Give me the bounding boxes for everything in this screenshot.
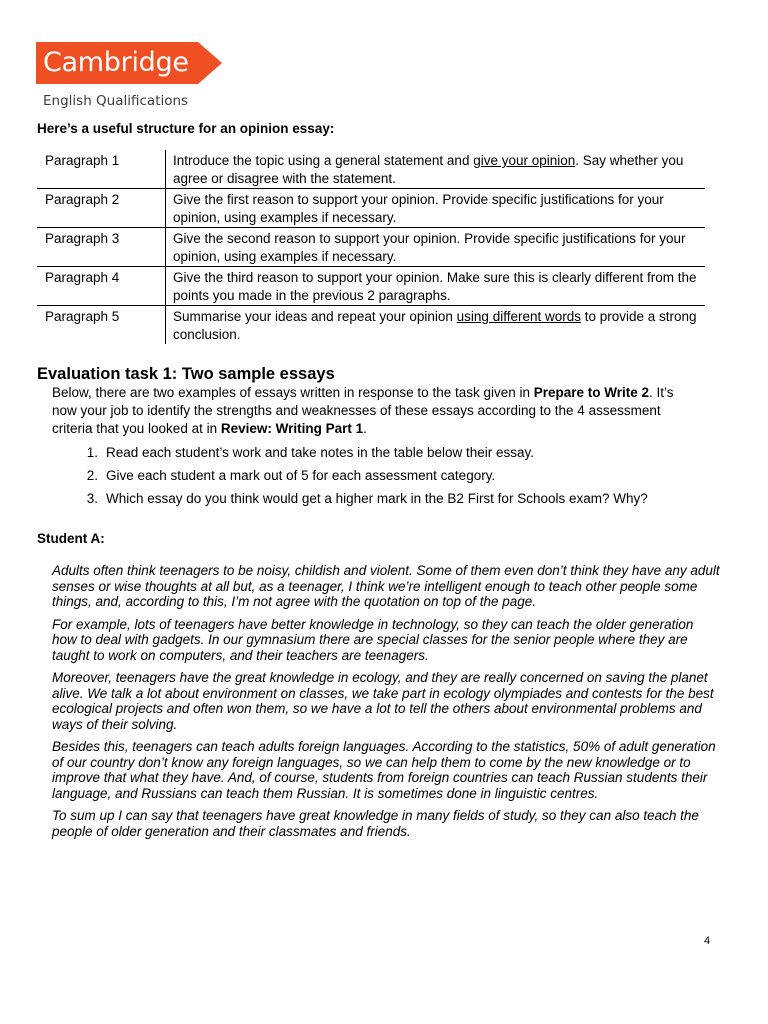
page-number: 4 [704,935,711,947]
task-number: 3. [86,491,98,506]
paragraph-label: Paragraph 4 [45,270,120,285]
task-text: Read each student’s work and take notes in the table below their essay. [106,445,535,460]
essay-paragraph: Moreover, teenagers have the great knowledge in ecology, and they are really concerned on saving the planet alive. We talk a lot about environment on classes, we take part in ecology olympiades and contests for the best ecological projects and often won them, so we have a lot to tell the others about environmental problems and ways of their solving. [52,670,714,732]
intro-text-1: Below, there are two examples of essays written in response to the task given in [52,385,534,400]
evaluation-title: Evaluation task 1: Two sample essays [37,365,335,383]
essay-paragraph: Besides this, teenagers can teach adults foreign languages. According to the statistics, 50% of adult generation of our country don’t know any foreign languages, so we can help them to come by the new knowledge or to improve that what they have. And, of course, students from foreign countries can teach Russian students their language, and Russians can teach them Russian. It is sometimes done in linguistic centres. [52,739,716,801]
paragraph-label: Paragraph 3 [45,231,120,246]
description-underlined: give your opinion [473,153,576,168]
essay-paragraph: For example, lots of teenagers have better knowledge in technology, so they can teach the older generation how to deal with gadgets. In our gymnasium there are special classes for the senior people where they are taught to work on computers, and their teachers are teenagers. [52,616,694,663]
description-text: Give the first reason to support your opinion. Provide specific justifications for your opinion, using examples if necessary. [173,192,664,225]
cambridge-logo [36,42,222,84]
description-text: Introduce the topic using a general statement and [173,153,474,168]
task-item [52,444,648,467]
task-item [52,467,648,490]
essay-paragraph: Adults often think teenagers to be noisy, childish and violent. Some of them even don’t think they have any adult senses or wise thoughts at all but, as a teenager, I think we’re intelligent enough to teach other people some things, and, according to this, I’m not agree with the quotation on top of the page. [52,563,720,609]
brand-subtitle: English Qualifications [43,93,189,109]
student-a-heading: Student A: [37,531,105,546]
paragraph-description [166,228,706,267]
paragraph-label: Paragraph 2 [45,192,120,207]
cambridge-logo-badge [36,42,222,84]
description-text: Give the second reason to support your opinion. Provide specific justifications for your opinion, using examples if necessary. [173,231,686,264]
structure-row [37,150,705,189]
description-text: Summarise your ideas and repeat your opinion [173,309,457,324]
description-underlined: using different words [456,309,581,324]
paragraph-description [166,267,706,306]
evaluation-intro [52,384,702,438]
student-a-essay [52,563,720,846]
intro-text-2: . It’s now your job to identify the strengths and weaknesses of these essays according to the 4 assessment criteria that you looked at in [52,385,674,436]
task-list [52,444,648,513]
structure-row [37,267,705,306]
structure-row [37,189,705,228]
description-text: Give the third reason to support your opinion. Make sure this is clearly different from the points you made in the previous 2 paragraphs. [173,270,697,303]
structure-heading: Here’s a useful structure for an opinion essay: [37,121,335,136]
essay-paragraph: To sum up I can say that teenagers have great knowledge in many fields of study, so they can also teach the people of older generation and their classmates and friends. [52,808,699,839]
intro-bold-1: Prepare to Write 2 [533,385,650,400]
structure-row [37,228,705,267]
task-text: Give each student a mark out of 5 for each assessment category. [106,468,496,483]
description-text: to provide a strong conclusion. [173,309,697,342]
paragraph-description [166,189,706,228]
paragraph-description [166,306,706,345]
paragraph-label: Paragraph 1 [45,153,120,168]
task-number: 1. [86,445,98,460]
essay-structure-table [37,150,705,344]
intro-bold-2: Review: Writing Part 1 [220,421,364,436]
task-number: 2. [86,468,98,483]
paragraph-description [166,150,706,189]
task-item [52,490,648,513]
task-text: Which essay do you think would get a higher mark in the B2 First for Schools exam? Why? [106,491,648,506]
paragraph-label: Paragraph 5 [45,309,120,324]
intro-text-3: . [363,421,367,436]
structure-row [37,306,705,345]
description-text: . Say whether you agree or disagree with the statement. [173,153,684,186]
brand-name: Cambridge [43,47,189,78]
